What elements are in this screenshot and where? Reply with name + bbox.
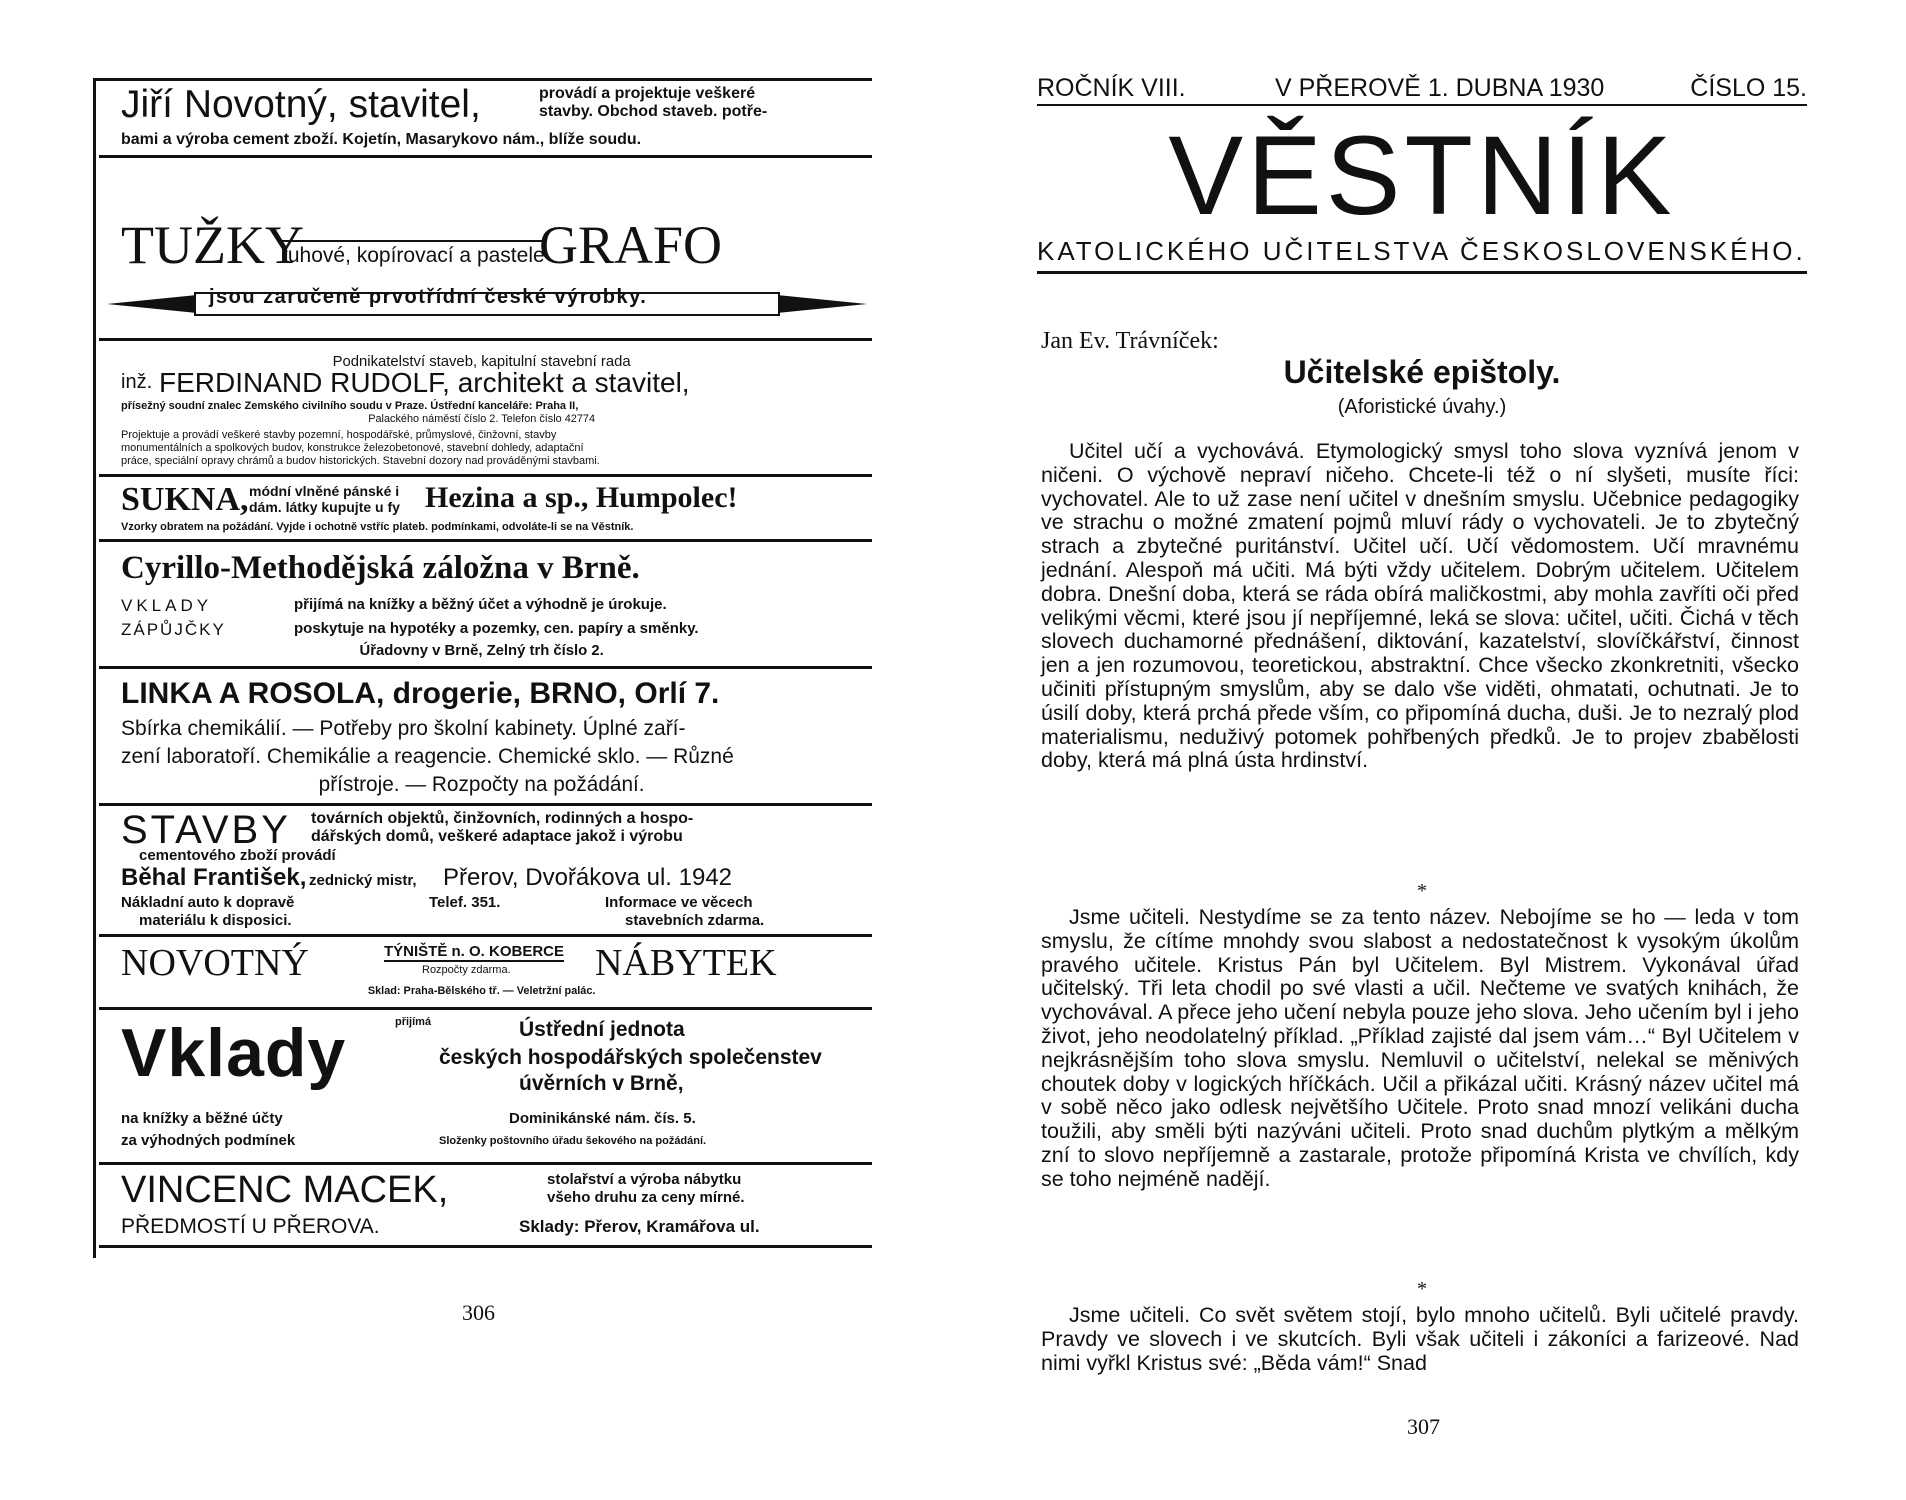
ad-novotny-tail-1: provádí a projektuje veškeré bbox=[539, 85, 756, 102]
issue-header bbox=[1037, 70, 1807, 106]
ad-stavby-r3: cementového zboží provádí bbox=[139, 847, 336, 864]
ad-vklady-l1: na knížky a běžné účty bbox=[121, 1110, 283, 1127]
ad-macek bbox=[99, 1165, 872, 1248]
ad-tuzky-banner: jsou zaručeně prvotřídní české výrobky. bbox=[209, 286, 648, 308]
ad-zalozna-label1: VKLADY bbox=[121, 596, 213, 615]
ad-stavby-name: Běhal František, bbox=[121, 864, 307, 891]
issue-number: ČÍSLO 15. bbox=[1690, 74, 1807, 102]
ad-linka-line2: Sbírka chemikálií. — Potřeby pro školní kabinety. Úplné zaří- bbox=[121, 717, 686, 740]
ad-rudolf-line1: Podnikatelství staveb, kapitulní stavební rada bbox=[332, 353, 631, 370]
ad-sukna-small1: módní vlněné pánské i bbox=[249, 483, 400, 499]
ad-novotny-line2: bami a výroba cement zboží. Kojetín, Masarykovo nám., blíže soudu. bbox=[121, 131, 642, 148]
right-page bbox=[953, 0, 1906, 1500]
ad-rudolf-prefix: inž. bbox=[121, 371, 153, 393]
ad-tuzky-middle: tuhové, kopírovací a pastele bbox=[282, 240, 545, 268]
ad-nabytek-left: NOVOTNÝ bbox=[121, 942, 309, 984]
ad-sukna bbox=[99, 477, 872, 542]
ad-vklady-r3: úvěrních v Brně, bbox=[519, 1072, 684, 1095]
ad-macek-s2: všeho druhu za ceny mírné. bbox=[547, 1189, 745, 1206]
ad-novotny-tail-2: stavby. Obchod staveb. potře- bbox=[539, 103, 768, 120]
ad-vklady-r1: Ústřední jednota bbox=[519, 1018, 685, 1041]
ad-linka-line3: zení laboratoří. Chemikálie a reagencie. Chemické sklo. — Různé bbox=[121, 745, 734, 768]
ad-stavby-c3b: stavebních zdarma. bbox=[625, 912, 765, 929]
ad-stavby-trade: zednický mistr, bbox=[309, 872, 417, 889]
ad-macek-sklady: Sklady: Přerov, Kramářova ul. bbox=[519, 1217, 760, 1236]
ad-stavby bbox=[99, 806, 872, 937]
paragraph-text: Jsme učiteli. Co svět světem stojí, bylo mnoho učitelů. Byli učitelé pravdy. Pravdy ve slovech i ve skutcích. Byli však učiteli i zákoníci a farizeové. Nad nimi vyřkl Kristus své: „Běda vám!“ Snad bbox=[1041, 1303, 1799, 1375]
article-title: Učitelské epištoly. bbox=[1283, 354, 1561, 390]
ad-rudolf-line5: Projektuje a provádí veškeré stavby pozemní, hospodářské, průmyslové, činžovní, stavby bbox=[121, 429, 557, 441]
masthead-subtitle: KATOLICKÉHO UČITELSTVA ČESKOSLOVENSKÉHO. bbox=[1037, 236, 1807, 274]
article-subtitle: (Aforistické úvahy.) bbox=[1337, 396, 1507, 418]
ad-nabytek-right: NÁBYTEK bbox=[595, 942, 777, 984]
article-paragraph-2 bbox=[1041, 906, 1799, 1192]
ad-linka-line4: přístroje. — Rozpočty na požádání. bbox=[318, 773, 645, 796]
ad-zalozna-title: Cyrillo-Methodějská záložna v Brně. bbox=[121, 550, 640, 586]
ad-rudolf-line6: monumentálních a spolkových budov, konstrukce železobetonové, stavební dohledy, adaptační bbox=[121, 442, 584, 454]
ad-stavby-c1b: materiálu k disposici. bbox=[139, 912, 292, 929]
advertisement-column bbox=[93, 78, 872, 1258]
ad-vklady-sup: přijímá bbox=[395, 1016, 432, 1028]
ad-stavby-c2: Telef. 351. bbox=[429, 894, 501, 911]
ad-sukna-small2: dám. látky kupujte u fy bbox=[249, 499, 400, 515]
article-author: Jan Ev. Trávníček: bbox=[1041, 328, 1219, 354]
ad-sukna-big: SUKNA, bbox=[121, 481, 249, 518]
paragraph-text: Jsme učiteli. Nestydíme se za tento název. Nebojíme se ho — leda v tom smyslu, že cítíme mnohdy svou slabost a nedostatečnost k vysokým úkolům pravého učitele. Kristus Pán byl Učitelem. Byl Mistrem. Vykonával úřad učitelský. Tři leta chodil po své vlasti a učil. Nečteme ve svatých knihách, že vychovával. A přece jeho učení nebyla pouze jeho slova. Jeho učením byl i jeho život, jeho neodolatelný příklad. „Příklad zajisté dal jsem vám…“ Byl Učitelem v nejkrásnějším toho slova smyslu. Nemluvil o učitelství, nelekal se měnivých choutek doby v logických hříčkách. Učil a přikázal učiti. Krásný název učitel má v sobě něco jako odlesk největšího Učitele. Proto snad mnozí velikáni ducha toužili, aby směli býti nazýváni učiteli. Proto snad duchům plytkým a mělkým zní to slovo nepříjemně a zastarale, protože připomíná Krista ve chvílích, kdy se toho nejméně nadějí. bbox=[1041, 905, 1799, 1191]
ad-vklady-r2: českých hospodářských společenstev bbox=[439, 1046, 822, 1069]
article-paragraph-3 bbox=[1041, 1304, 1799, 1375]
ad-nabytek-mid1: TÝNIŠTĚ n. O. KOBERCE bbox=[384, 943, 565, 960]
page-number-right: 307 bbox=[1407, 1414, 1440, 1439]
ad-zalozna bbox=[99, 542, 872, 669]
ad-stavby-place: Přerov, Dvořákova ul. 1942 bbox=[443, 864, 733, 891]
paragraph-text: Učitel učí a vychovává. Etymologický smysl toho slova vyznívá jenom v ničeni. O výchově nepraví ničeho. Chcete-li též o ní slyšeti, musíte říci: vychovatel. Ale to už zase není učitel v dnešním smyslu. Učebnice pedagogiky ve strachu o možné zmatení pojmů mluví rády o vychovateli. Je to zbytečný strach a zbytečné puritánství. Učitel učí. Učí vědomostem. Učí mravnému jednání. Alespoň má učiti. Má býti vždy učitelem. Dobrým učitelem. Učitelem dobra. Dnešní doba, která se ráda obírá maličkostmi, aby mohla zavříti oči před velikými věcmi, které jsou jí nepříjemné, leká se slova: učitel, učiti. Čichá v těch slovech duchamorné přednášení, diktování, kazatelství, slovíčkářství, činnost jen a jen rozumovou, teoretickou, abstraktní. Chce všecko zkonkretniti, všecko učiniti přístupným smyslům, aby se dalo vše viděti, ohmatati, ochutnati. Je to úsilí doby, která prchá přede vším, co připomíná ducha, duši. Je to nezralý plod materialismu, neduživý potomek pohřbených předků. Je to projev zbabělosti doby, která má plná ústa hrdinství. bbox=[1041, 439, 1799, 773]
ad-sukna-firm: Hezina a sp., Humpolec! bbox=[425, 481, 738, 514]
ad-stavby-c3a: Informace ve věcech bbox=[605, 894, 753, 911]
ad-tuzky-right: GRAFO bbox=[539, 215, 723, 275]
ad-vklady-r4: Dominikánské nám. čís. 5. bbox=[509, 1110, 696, 1127]
issue-date: V PŘEROVĚ 1. DUBNA 1930 bbox=[1275, 74, 1605, 102]
ad-nabytek-mid2: Rozpočty zdarma. bbox=[422, 964, 511, 976]
ad-vklady-big: Vklady bbox=[121, 1015, 347, 1091]
ad-nabytek bbox=[99, 937, 872, 1010]
ad-linka-rosola bbox=[99, 669, 872, 806]
ad-tuzky-left: TUŽKY bbox=[121, 215, 304, 275]
ad-stavby-r2: dářských domů, veškeré adaptace jakož i výrobu bbox=[311, 828, 683, 845]
ad-vklady bbox=[99, 1010, 872, 1165]
section-separator: * bbox=[1417, 880, 1427, 902]
page-number-left: 306 bbox=[462, 1300, 495, 1325]
ad-rudolf bbox=[99, 341, 872, 477]
ad-stavby-c1a: Nákladní auto k dopravě bbox=[121, 894, 295, 911]
ad-vklady-r5: Složenky poštovního úřadu šekového na požádání. bbox=[439, 1135, 707, 1147]
ad-vklady-l2: za výhodných podmínek bbox=[121, 1132, 296, 1149]
ad-tuzky bbox=[99, 158, 872, 341]
ad-zalozna-text2: poskytuje na hypotéky a pozemky, cen. papíry a směnky. bbox=[294, 620, 699, 637]
ad-rudolf-name: FERDINAND RUDOLF, architekt a stavitel, bbox=[159, 367, 690, 398]
ad-zalozna-line4: Úřadovny v Brně, Zelný trh číslo 2. bbox=[359, 642, 604, 659]
ad-rudolf-line4: Palackého náměstí číslo 2. Telefon číslo 42774 bbox=[368, 413, 596, 425]
ad-macek-name: VINCENC MACEK, bbox=[121, 1169, 449, 1211]
ad-linka-title: LINKA A ROSOLA, drogerie, BRNO, Orlí 7. bbox=[121, 677, 720, 710]
ad-nabytek-line2: Sklad: Praha-Bělského tř. — Veletržní palác. bbox=[367, 985, 596, 997]
ad-zalozna-text1: přijímá na knížky a běžný účet a výhodně je úrokuje. bbox=[294, 596, 667, 613]
section-separator: * bbox=[1417, 1278, 1427, 1300]
ad-stavby-big: STAVBY bbox=[121, 808, 291, 852]
ad-novotny-name: Jiří Novotný, stavitel, bbox=[121, 83, 481, 126]
volume-label: ROČNÍK VIII. bbox=[1037, 74, 1186, 102]
ad-sukna-line2: Vzorky obratem na požádání. Vyjde i ochotně vstříc plateb. podmínkami, odvoláte-li se na Věstník. bbox=[121, 521, 634, 533]
article-paragraph-1 bbox=[1041, 440, 1799, 773]
ad-novotny-stavitel bbox=[99, 81, 872, 158]
masthead-title: VĚSTNÍK bbox=[1168, 113, 1676, 238]
ad-macek-s1: stolařství a výroba nábytku bbox=[547, 1171, 742, 1188]
ad-zalozna-label2: ZÁPŮJČKY bbox=[121, 620, 226, 639]
ad-stavby-r1: továrních objektů, činžovních, rodinných a hospo- bbox=[311, 810, 694, 827]
ad-rudolf-line3: přísežný soudní znalec Zemského civilního soudu v Praze. Ústřední kanceláře: Praha II, bbox=[121, 400, 579, 412]
ad-macek-place: PŘEDMOSTÍ U PŘEROVA. bbox=[121, 1215, 380, 1238]
ad-rudolf-line7: práce, speciální opravy chrámů a budov historických. Stavební dozory nad prováděnými stavbami. bbox=[121, 455, 600, 467]
